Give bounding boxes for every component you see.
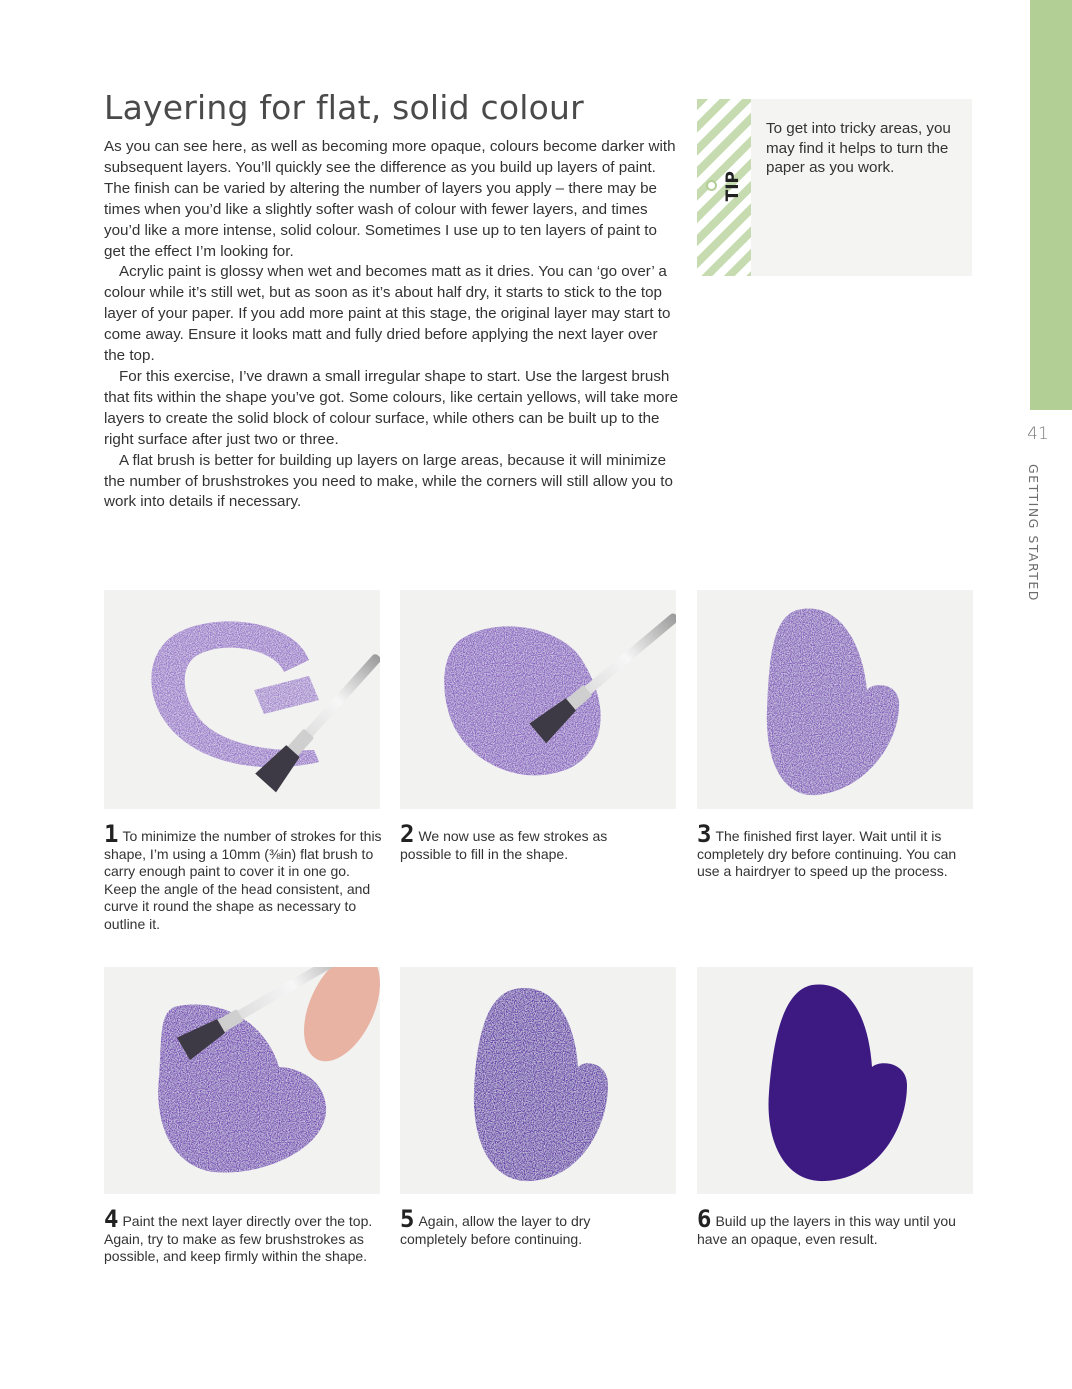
step-1-illustration: [104, 590, 380, 809]
step-2-caption: [400, 820, 640, 863]
step-1-caption: [104, 820, 382, 934]
step-5-caption: [400, 1205, 640, 1248]
tip-dot-icon: [706, 180, 717, 191]
step-4-caption: [104, 1205, 388, 1266]
paragraph: For this exercise, I’ve drawn a small irregular shape to start. Use the largest brush that fits within the shape you’ve got. Some colours, like certain yellows, will take more layers to create the solid block of colour surface, while others can be built up to the right surface after just two or three.: [104, 367, 679, 448]
section-label: GETTING STARTED: [1026, 464, 1041, 602]
step-5-illustration: [400, 967, 676, 1194]
step-text: The finished first layer. Wait until it is completely dry before continuing. You can use a hairdryer to speed up the process.: [697, 828, 957, 880]
paragraph: A flat brush is better for building up layers on large areas, because it will minimize the number of brushstrokes you need to make, while the corners will still allow you to work into details if necessary.: [104, 451, 673, 511]
step-5-photo: [400, 967, 676, 1194]
step-number: 6: [697, 1205, 712, 1233]
step-number: 5: [400, 1205, 415, 1233]
step-3-photo: [697, 590, 973, 809]
step-text: Build up the layers in this way until you have an opaque, even result.: [697, 1213, 956, 1247]
step-6-photo: [697, 967, 973, 1194]
paragraph: Acrylic paint is glossy when wet and becomes matt as it dries. You can ‘go over’ a colour while it’s still wet, but as soon as it’s about half dry, it starts to stick to the top layer of your paper. If you add more paint at this stage, the original layer may start to come away. Ensure it looks matt and fully dried before applying the next layer over the top.: [104, 263, 671, 365]
step-6-caption: [697, 1205, 959, 1248]
step-3-illustration: [697, 590, 973, 809]
tip-text: To get into tricky areas, you may find it helps to turn the paper as you work.: [766, 120, 951, 176]
step-number: 1: [104, 820, 119, 848]
paragraph: As you can see here, as well as becoming more opaque, colours become darker with subsequent layers. You’ll quickly see the difference as you build up layers of paint. The finish can be varied by altering the number of layers you apply – there may be times when you’d like a slightly softer wash of colour with fewer layers, and times you’d like a more intense, solid colour. Sometimes I use up to ten layers of paint to get the effect I’m looking for.: [104, 138, 676, 260]
step-text: We now use as few strokes as possible to fill in the shape.: [400, 828, 608, 862]
step-1-photo: [104, 590, 380, 809]
body-text: [104, 137, 678, 513]
step-4-photo: [104, 967, 380, 1194]
step-4-illustration: [104, 967, 380, 1194]
step-text: Paint the next layer directly over the top. Again, try to make as few brushstrokes as possible, and keep firmly within the shape.: [104, 1213, 373, 1265]
step-2-illustration: [400, 590, 676, 809]
page-title: Layering for flat, solid colour: [104, 88, 584, 127]
step-2-photo: [400, 590, 676, 809]
step-3-caption: [697, 820, 959, 881]
step-number: 4: [104, 1205, 119, 1233]
step-text: Again, allow the layer to dry completely before continuing.: [400, 1213, 591, 1247]
step-6-illustration: [697, 967, 973, 1194]
tip-label: TIP: [723, 171, 743, 202]
tip-box: [697, 99, 972, 276]
step-number: 2: [400, 820, 415, 848]
page-number: 41: [1027, 424, 1049, 444]
chapter-tab: [1030, 0, 1072, 410]
step-text: To minimize the number of strokes for this shape, I’m using a 10mm (⅜in) flat brush to carry enough paint to cover it in one go. Keep the angle of the head consistent, and curve it round the shape as necessary to outline it.: [104, 828, 382, 932]
step-number: 3: [697, 820, 712, 848]
